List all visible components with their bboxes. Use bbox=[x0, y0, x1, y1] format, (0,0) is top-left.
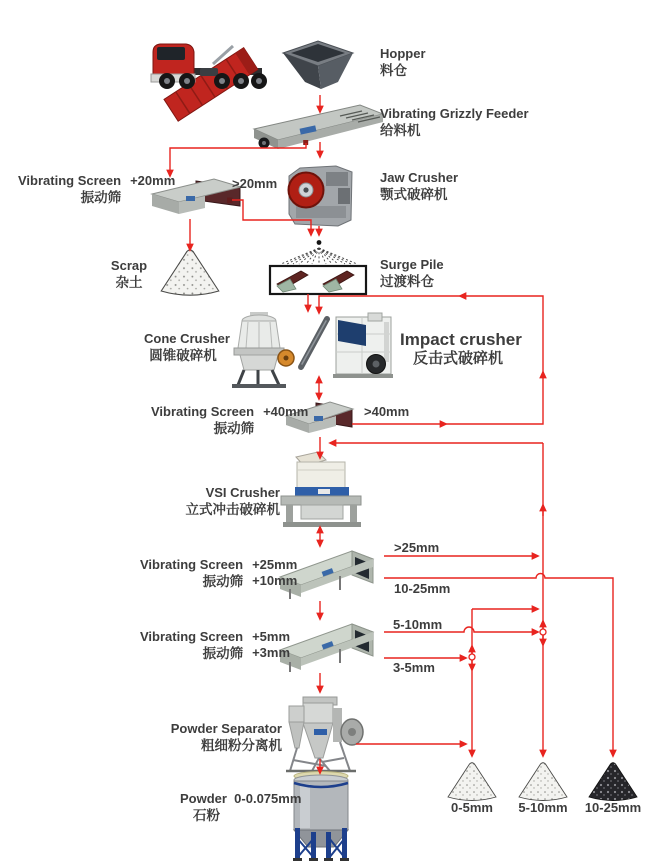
label-jaw-crusher-en: Jaw Crusher bbox=[380, 170, 459, 185]
stream-label-10-25mm: 10-25mm bbox=[394, 581, 451, 596]
label-vsi-crusher-en: VSI Crusher bbox=[205, 485, 280, 500]
impact-crusher-image bbox=[333, 313, 393, 378]
label-screen-25-en: Vibrating Screen bbox=[140, 557, 244, 572]
product-label-5-10mm: 5-10mm bbox=[518, 800, 568, 815]
label-jaw-crusher-zh: 颚式破碎机 bbox=[380, 187, 448, 202]
surge-pile-box bbox=[270, 240, 366, 294]
label-scrap-en: Scrap bbox=[110, 258, 148, 273]
vibrating-screen-5-image bbox=[280, 624, 373, 672]
label-surge-pile bbox=[380, 257, 444, 290]
label-screen-25 bbox=[140, 557, 297, 590]
label-screen-40-en: Vibrating Screen bbox=[151, 404, 255, 419]
label-scrap-zh: 杂土 bbox=[115, 275, 143, 290]
grizzly-feeder-image bbox=[254, 105, 383, 149]
label-powder bbox=[180, 791, 301, 824]
label-screen-20 bbox=[18, 173, 175, 206]
cone-crusher-image bbox=[232, 312, 294, 388]
label-powder-en: Powder 0-0.075mm bbox=[180, 791, 302, 806]
spray-fan bbox=[281, 248, 357, 264]
label-feeder-zh: 给料机 bbox=[380, 123, 421, 138]
powder-separator-image bbox=[286, 697, 363, 771]
label-screen-40 bbox=[151, 404, 308, 437]
label-surge-pile-zh: 过渡料仓 bbox=[380, 274, 434, 289]
label-hopper-zh: 料仓 bbox=[380, 63, 407, 78]
product-label-0-5mm: 0-5mm bbox=[451, 800, 493, 815]
powder-silo-image bbox=[293, 772, 349, 862]
divider-rod bbox=[301, 319, 327, 367]
product-pile-10-25 bbox=[589, 763, 637, 801]
label-powder-zh: 石粉 bbox=[193, 808, 220, 823]
label-vsi-crusher-zh: 立式冲击破碎机 bbox=[185, 502, 280, 517]
label-impact-crusher bbox=[400, 330, 522, 368]
label-screen-40-zh: 振动筛 bbox=[213, 421, 255, 436]
label-feeder-en: Vibrating Grizzly Feeder bbox=[380, 106, 529, 121]
stream-label-over-40mm: >40mm bbox=[364, 404, 410, 419]
label-feeder bbox=[380, 106, 529, 139]
stream-label-3-5mm: 3-5mm bbox=[393, 660, 435, 675]
label-impact-crusher-en: Impact crusher bbox=[400, 330, 522, 349]
label-screen-25-size2: +10mm bbox=[252, 573, 298, 588]
label-screen-20-size: +20mm bbox=[130, 173, 176, 188]
label-cone-crusher-zh: 圆锥破碎机 bbox=[149, 348, 217, 363]
hopper-image bbox=[283, 41, 353, 89]
label-scrap bbox=[104, 258, 154, 291]
label-hopper bbox=[380, 46, 426, 79]
stream-label-over-20mm: >20mm bbox=[232, 176, 278, 191]
label-screen-40-size: +40mm bbox=[263, 404, 309, 419]
label-screen-20-en: Vibrating Screen bbox=[18, 173, 122, 188]
label-powder-separator bbox=[162, 721, 282, 754]
product-pile-0-5 bbox=[448, 763, 496, 801]
label-cone-crusher bbox=[144, 331, 230, 364]
label-vsi-crusher bbox=[180, 485, 280, 518]
label-screen-5-size1: +5mm bbox=[252, 629, 291, 644]
dump-truck-image bbox=[151, 44, 267, 121]
label-cone-crusher-en: Cone Crusher bbox=[144, 331, 230, 346]
jaw-crusher-image bbox=[289, 166, 353, 226]
label-screen-25-size1: +25mm bbox=[252, 557, 298, 572]
scrap-pile-image bbox=[161, 250, 219, 295]
label-screen-25-zh: 振动筛 bbox=[202, 574, 244, 589]
product-pile-5-10 bbox=[519, 763, 567, 801]
label-impact-crusher-zh: 反击式破碎机 bbox=[413, 350, 504, 367]
vsi-crusher-image bbox=[281, 452, 361, 527]
label-powder-separator-zh: 粗细粉分离机 bbox=[201, 738, 282, 753]
product-label-10-25mm: 10-25mm bbox=[584, 800, 642, 815]
label-screen-20-zh: 振动筛 bbox=[80, 190, 122, 205]
stream-label-5-10mm: 5-10mm bbox=[393, 617, 443, 632]
label-surge-pile-en: Surge Pile bbox=[380, 257, 444, 272]
label-jaw-crusher bbox=[380, 170, 458, 203]
label-screen-5 bbox=[140, 629, 290, 662]
stream-label-over-25mm: >25mm bbox=[394, 540, 440, 555]
label-screen-5-en: Vibrating Screen bbox=[140, 629, 244, 644]
label-screen-5-zh: 振动筛 bbox=[202, 646, 244, 661]
label-powder-separator-en: Powder Separator bbox=[170, 721, 282, 736]
label-hopper-en: Hopper bbox=[380, 46, 426, 61]
label-screen-5-size2: +3mm bbox=[252, 645, 291, 660]
